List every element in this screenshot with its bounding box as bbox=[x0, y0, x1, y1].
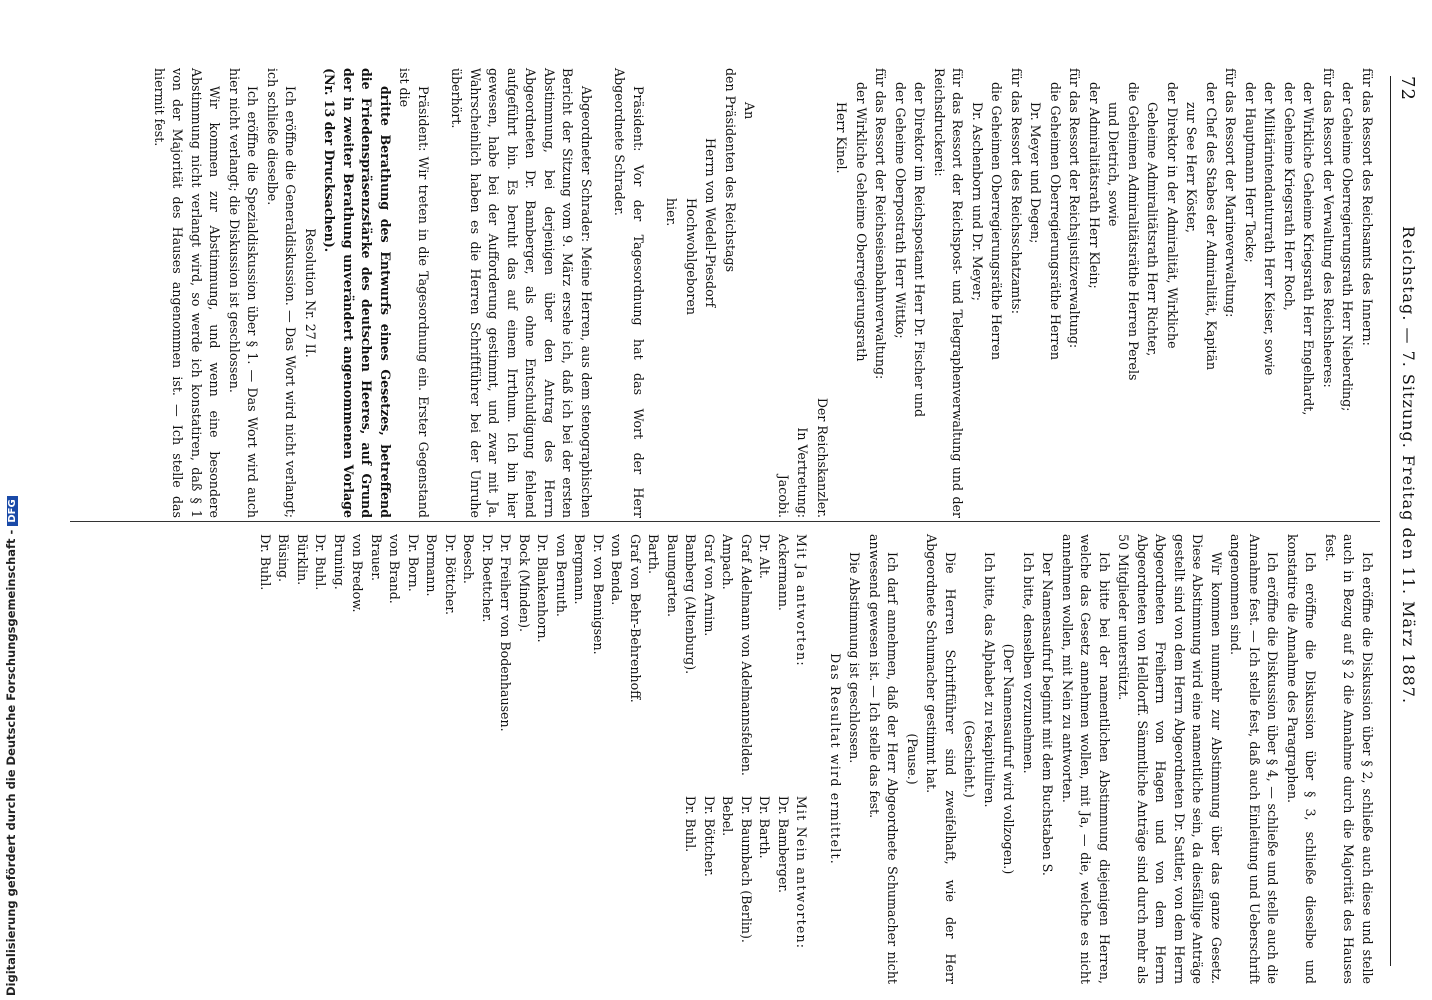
voter-name: von Bernuth. bbox=[554, 534, 569, 617]
text-paragraph: Ich darf annehmen, daß der Herr Abgeordnete Schumacher nicht anwesend gewesen ist. — Ich stelle das fest. bbox=[867, 534, 901, 984]
ja-list bbox=[256, 534, 811, 776]
page-title: Reichstag. — 7. Sitzung. Freitag den 11. März 1887. bbox=[1399, 226, 1418, 705]
text-line: zur See Herr Köster, bbox=[1184, 102, 1200, 234]
text-paragraph: Die Herren Schriftführer sind zweifelhaft, wie der Herr Abgeordnete Schumacher gestimmt hat. bbox=[924, 534, 958, 984]
text-paragraph: Ich eröffne die Spezialdiskussion über § 1. — Das Wort wird auch hier nicht verlangt; die Diskussion ist geschlossen. bbox=[227, 68, 261, 518]
agenda-item: dritte Berathung des Entwurfs eines Gesetzes, betreffend die Friedenspräsenzstärke des deutschen Heeres, auf Grund der in zweiter Berathung unverändert angenommenen Vorlage (Nr. 13 der Drucksachen). bbox=[322, 68, 393, 518]
text-paragraph: Ich bitte bei der namentlichen Abstimmung diejenigen Herren, welche das Gesetz annehmen wollen, mit Ja, — die, welche es nicht annehmen wollen, mit Nein zu antworten. bbox=[1060, 534, 1112, 984]
ja-heading: Mit Ja antworten: bbox=[794, 534, 810, 667]
text-paragraph: Ich eröffne die Diskussion über § 2, schließe auch diese und stelle auch in Bezug auf § 2 die Annahme durch die Majorität des Hauses fest. bbox=[1323, 534, 1375, 984]
text-line: der Direktor im Reichspostamt Herr Dr. Fischer und bbox=[912, 82, 928, 418]
text-paragraph: Ich bitte, denselben vorzunehmen. bbox=[1021, 552, 1036, 774]
text-line: für das Ressort der Marineverwaltung: bbox=[1223, 68, 1239, 318]
voter-name: Brauer. bbox=[369, 534, 384, 581]
text-line: für das Ressort der Reichseisenbahnverwaltung: bbox=[873, 68, 889, 380]
voter-name: Dr. Buhl. bbox=[313, 534, 329, 591]
text-paragraph: Wir kommen zur Abstimmung, und wenn eine besondere Abstimmung nicht verlangt wird, so werde ich konstatiren, daß § 1 von der Majorität des Hauses angenommen ist. — Ich stelle das hiermit fest. bbox=[152, 68, 223, 518]
text-line: Dr. Meyer und Degen; bbox=[1028, 102, 1044, 244]
dfg-logo: DFG bbox=[7, 496, 18, 525]
right-column bbox=[256, 534, 1377, 984]
left-column bbox=[149, 68, 1377, 518]
digitization-credit bbox=[4, 496, 18, 996]
text-line: und Dietrich, sowie bbox=[1106, 102, 1122, 227]
voter-name: Barth. bbox=[646, 534, 662, 574]
stage-note: (Pause.) bbox=[905, 733, 920, 785]
voter-name: Dr. von Bennigsen. bbox=[591, 534, 606, 655]
voter-name: Bormann. bbox=[424, 534, 440, 597]
text-line: für das Ressort der Reichspost- und Telegraphenverwaltung und der Reichsdruckerei: bbox=[932, 68, 966, 518]
voter-name: Dr. Buhl. bbox=[683, 795, 699, 853]
text-paragraph: Ich eröffne die Diskussion über § 3, schließe dieselbe und konstatire die Annahme des Paragraphen. bbox=[1285, 534, 1319, 984]
voter-name: Bürklin. bbox=[295, 534, 310, 586]
voter-name: Boesch. bbox=[461, 534, 477, 584]
address-line: Herrn von Wedell-Piesdorf bbox=[703, 138, 719, 308]
text-line: der Admiralitätsrath Herr Klein; bbox=[1087, 82, 1102, 289]
text-line: die Geheimen Oberregierungsräthe Herren bbox=[1048, 82, 1063, 360]
vote-lists bbox=[256, 534, 811, 984]
page-header bbox=[1390, 66, 1424, 966]
voter-name: Dr. Boettcher. bbox=[480, 534, 495, 623]
text-paragraph: Ich eröffne die Generaldiskussion. — Das Wort wird nicht verlangt; ich schließe dieselbe. bbox=[265, 68, 299, 518]
text-line: die Geheimen Oberregierungsräthe Herren bbox=[989, 82, 1005, 360]
address-line: hier. bbox=[664, 198, 680, 227]
text-line: der Direktor in der Admiralität, Wirkliche bbox=[1165, 82, 1180, 349]
text-line: Herr Kinel. bbox=[834, 102, 850, 174]
header-rule bbox=[1390, 76, 1391, 966]
credit-text: Digitalisierung gefördert durch die Deutsche Forschungsgemeinschaft - bbox=[4, 529, 18, 996]
address-line: An bbox=[742, 102, 758, 120]
voter-name: Dr. Böttcher. bbox=[443, 534, 458, 615]
voter-name: Büsing. bbox=[276, 534, 292, 583]
text-paragraph: Die Abstimmung ist geschlossen. bbox=[847, 552, 863, 764]
text-line: der Geheime Oberregierungsrath Herr Nieberding; bbox=[1340, 82, 1356, 412]
nein-list bbox=[256, 796, 811, 984]
voter-name: Dr. Bamberger. bbox=[776, 795, 791, 894]
voter-name: Ampach. bbox=[720, 534, 736, 590]
stage-note: (Geschieht.) bbox=[962, 720, 978, 798]
signature-name: Jacobi. bbox=[776, 474, 791, 518]
text-line: der Wirkliche Geheime Kriegsrath Herr Engelhardt, bbox=[1301, 82, 1317, 416]
voter-name: von Benda. bbox=[609, 534, 625, 606]
voter-name: Bamberg (Altenburg). bbox=[683, 534, 699, 675]
text-line: der Wirkliche Geheime Oberregierungsrath bbox=[854, 82, 869, 362]
address-line: den Präsidenten des Reichstags bbox=[723, 68, 738, 273]
ja-names bbox=[256, 534, 793, 776]
text-line: Dr. Aschenborn und Dr. Meyer; bbox=[970, 102, 985, 302]
voter-name: Bergmann. bbox=[572, 534, 588, 605]
text-paragraph: Wir kommen nunmehr zur Abstimmung über das ganze Gesetz. Diese Abstimmung wird eine namentliche sein, da diesfällige Anträge gestellt sind von dem Herrn Abgeordneten Dr. Sattler, von dem Herrn Abgeordneten Freiherrn von Hagen und von dem Herrn Abgeordneten von Helldorff. Sämmtliche Anträge sind durch mehr als 50 Mitglieder unterstützt. bbox=[1116, 534, 1224, 984]
text-line: für das Ressort der Reichsjustizverwaltung: bbox=[1067, 68, 1083, 349]
nein-names bbox=[681, 796, 792, 984]
voter-name: Dr. Böttcher. bbox=[702, 795, 717, 877]
text-line: für das Ressort der Verwaltung des Reichsheeres: bbox=[1321, 68, 1336, 388]
text-line: für das Ressort des Reichsamts des Innern: bbox=[1360, 68, 1375, 346]
text-line: der Geheime Kriegsrath Herr Roch, bbox=[1282, 82, 1297, 311]
text-line: der Chef des Stabes der Admiralität, Kapitän bbox=[1204, 82, 1219, 371]
nein-heading: Mit Nein antworten: bbox=[794, 795, 810, 950]
result-heading: Das Resultat wird ermittelt. bbox=[828, 653, 843, 865]
voter-name: von Bredow. bbox=[350, 534, 366, 613]
voter-name: Graf von Behr-Behrenhoff. bbox=[628, 534, 643, 703]
text-line: Geheime Admiralitätsrath Herr Richter, bbox=[1145, 102, 1161, 357]
voter-name: von Brand. bbox=[387, 534, 403, 604]
president-remark: Präsident: Wir treten in die Tagesordnung ein. Erster Gegenstand ist die bbox=[397, 68, 431, 518]
voter-name: Dr. Barth. bbox=[757, 795, 773, 859]
voter-name: Bebel. bbox=[720, 795, 736, 837]
signature-line: Der Reichskanzler. bbox=[815, 397, 830, 518]
stage-note: (Der Namensaufruf wird vollzogen.) bbox=[1001, 643, 1017, 875]
text-paragraph: Ich eröffne die Diskussion über § 4, — schließe und stelle auch die Annahme fest. — Ich stelle fest, daß auch Einleitung und Ueberschrift angenommen sind. bbox=[1228, 534, 1281, 984]
voter-name: Bock (Minden). bbox=[517, 534, 532, 633]
text-line: der Hauptmann Herr Tacke; bbox=[1243, 82, 1258, 263]
voter-name: Graf Adelmann von Adelmannsfelden. bbox=[739, 534, 754, 776]
voter-name: Dr. Alt. bbox=[757, 534, 773, 579]
voter-name: Bruning. bbox=[332, 534, 347, 590]
text-line: der Militärintendanturrath Herr Keiser, sowie bbox=[1262, 82, 1278, 376]
voter-name: Dr. Blankenhorn. bbox=[535, 534, 551, 643]
speech-schrader: Abgeordneter Schrader: Meine Herren, aus dem stenographischen Bericht der Sitzung vom 9. März ersehe ich, daß ich bei der ersten Abstimmung, bei derjenigen über den Antrag des Herrn Abgeordneten Dr. Bamberger, als ohne Entschuldigung fehlend aufgeführt bin. Es beruht das auf einem Irrthum. Ich bin hier gewesen, habe bei der Aufforderung gestimmt, und zwar mit Ja. Wahrscheinlich haben es die Herren Schriftführer bei der Unruhe überhört. bbox=[449, 68, 594, 518]
voter-name: Ackermann. bbox=[776, 534, 791, 611]
resolution-ref: Resolution Nr. 27 II. bbox=[303, 228, 318, 358]
text-line: der Geheime Oberpostrath Herr Wittko; bbox=[893, 82, 908, 339]
text-line: für das Ressort des Reichsschatzamts: bbox=[1009, 68, 1024, 314]
president-remark: Präsident: Vor der Tagesordnung hat das Wort der Herr Abgeordnete Schrader. bbox=[612, 68, 646, 518]
voter-name: Dr. Freiherr von Bodenhausen. bbox=[498, 534, 514, 732]
voter-name: Baumgarten. bbox=[665, 534, 680, 618]
voter-name: Dr. Baumbach (Berlin). bbox=[739, 795, 754, 943]
page-number: 72 bbox=[1397, 76, 1418, 101]
text-line: die Geheimen Admiralitätsräthe Herren Perels bbox=[1126, 82, 1141, 381]
voter-name: Dr. Buhl. bbox=[258, 534, 273, 591]
voter-name: Dr. Born. bbox=[406, 534, 421, 592]
address-line: Hochwohlgeboren bbox=[684, 198, 699, 315]
voter-name: Graf von Arnim. bbox=[702, 534, 717, 637]
signature-line: In Vertretung: bbox=[795, 427, 811, 518]
column-divider bbox=[70, 521, 1380, 522]
text-paragraph: Ich bitte, das Alphabet zu rekapituliren. bbox=[982, 552, 997, 808]
text-paragraph: Der Namensaufruf beginnt mit dem Buchstaben S. bbox=[1040, 552, 1056, 876]
